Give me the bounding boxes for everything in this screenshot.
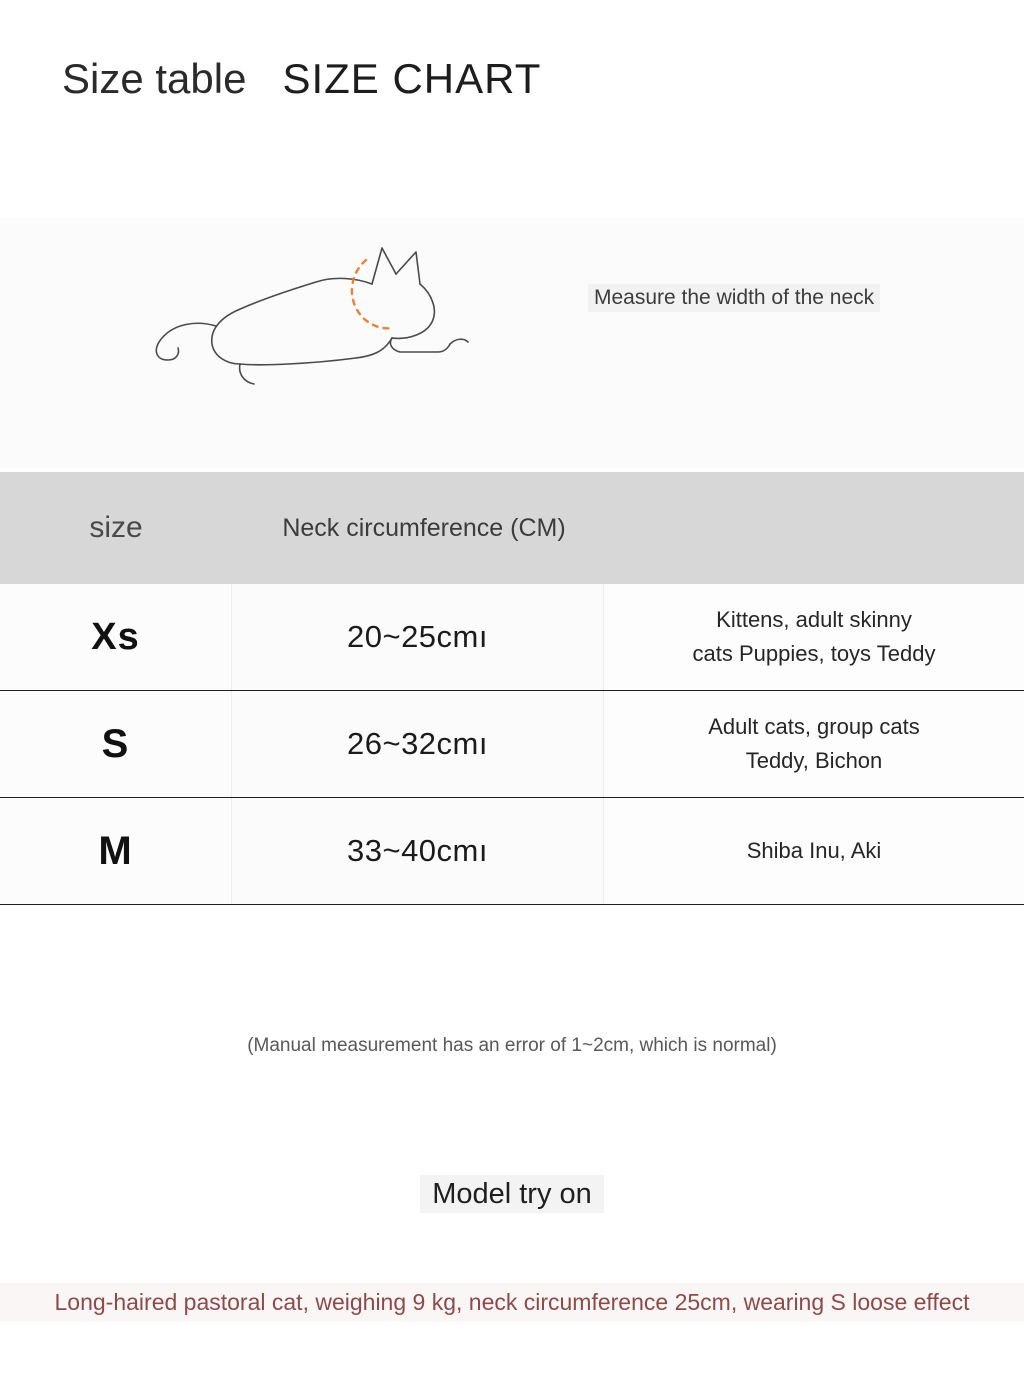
- page-header: [62, 55, 542, 102]
- desc-line-1: Kittens, adult skinny: [716, 606, 912, 632]
- model-description: Long-haired pastoral cat, weighing 9 kg, neck circumference 25cm, wearing S loose effect: [0, 1283, 1024, 1322]
- header-cell-neck: Neck circumference (CM): [282, 513, 566, 542]
- cell-neck: [232, 584, 604, 690]
- desc-line-1: Adult cats, group cats: [708, 713, 920, 739]
- cell-size: [0, 584, 232, 690]
- cell-neck: [232, 798, 604, 904]
- neck-value: 33~40cmı: [346, 833, 488, 868]
- measurement-footnote: (Manual measurement has an error of 1~2cm, which is normal): [247, 1035, 777, 1056]
- table-header-row: [0, 472, 1024, 584]
- cell-neck: [232, 691, 604, 797]
- bottom-strip: [0, 1368, 1024, 1380]
- desc-line-2: Teddy, Bichon: [745, 748, 883, 773]
- neck-value: 20~25cmı: [346, 619, 488, 654]
- header-cell-size: size: [89, 511, 143, 544]
- cell-description: [604, 798, 1024, 904]
- size-value: S: [101, 721, 130, 766]
- neck-value: 26~32cmı: [346, 726, 488, 761]
- size-table: [0, 472, 1024, 905]
- desc-line-2: cats Puppies, toys Teddy: [692, 641, 936, 666]
- measure-note: Measure the width of the neck: [588, 284, 880, 312]
- illustration-band: [0, 218, 1024, 468]
- cat-outline-icon: [120, 226, 480, 406]
- desc-line-1: Shiba Inu, Aki: [746, 837, 882, 863]
- table-row: [0, 798, 1024, 905]
- table-row: [0, 691, 1024, 798]
- model-try-on-title: [0, 1178, 1024, 1211]
- cell-size: [0, 798, 232, 904]
- dashed-collar-icon: [352, 260, 392, 328]
- cell-size: [0, 691, 232, 797]
- size-value: M: [98, 828, 133, 873]
- size-value: Xs: [91, 615, 140, 658]
- page-title-en: SIZE CHART: [282, 55, 542, 102]
- cell-description: [604, 691, 1024, 797]
- page-title-cn: Size table: [62, 55, 247, 102]
- cell-description: [604, 584, 1024, 690]
- table-row: [0, 584, 1024, 691]
- model-try-on-label: Model try on: [420, 1175, 604, 1213]
